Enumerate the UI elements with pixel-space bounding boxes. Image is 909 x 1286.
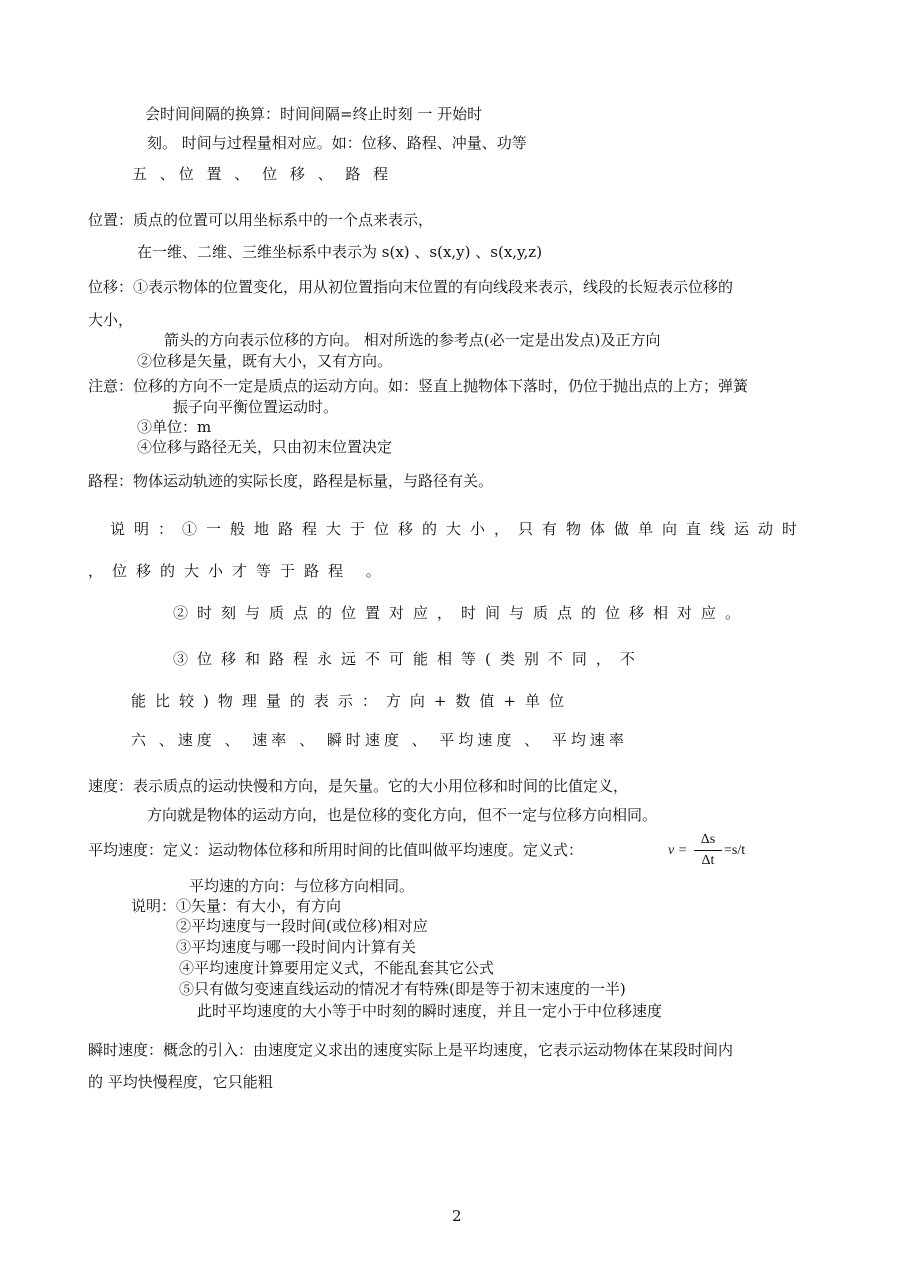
line-25: 说明：①矢量：有大小，有方向 [131,897,342,915]
line-27: ③平均速度与哪一段时间内计算有关 [176,938,417,956]
line-26: ②平均速度与一段时间(或位移)相对应 [176,917,428,935]
line-14: 路程：物体运动轨迹的实际长度，路程是标量，与路径有关。 [88,472,494,490]
line-21: 速度：表示质点的运动快慢和方向，是矢量。它的大小用位移和时间的比值定义， [88,777,629,795]
formula-rhs: =s/t [724,843,746,858]
line-9: ②位移是矢量，既有大小，又有方向。 [137,352,393,370]
line-19: 能比较)物理量的表示：方向+数值+单位 [131,692,573,710]
fraction-bar [694,850,722,851]
average-velocity-formula [668,832,758,874]
line-29: ⑤只有做匀变速直线运动的情况才有特殊(即是等于初末速度的一半) [179,980,626,998]
formula-numerator: Δs [700,832,716,847]
line-4: 位置：质点的位置可以用坐标系中的一个点来表示， [88,211,434,229]
line-17: ②时刻与质点的位置对应，时间与质点的位移相对应。 [173,604,750,622]
line-28: ④平均速度计算要用定义式，不能乱套其它公式 [179,959,495,977]
line-6: 位移：①表示物体的位置变化，用从初位置指向末位置的有向线段来表示，线段的长短表示位移的 [88,278,734,296]
line-18: ③位移和路程永远不可能相等(类别不同，不 [173,650,644,668]
line-32: 的 平均快慢程度，它只能粗 [88,1073,273,1091]
line-12: ③单位：m [137,418,212,436]
line-2: 刻。 时间与过程量相对应。如：位移、路程、冲量、功等 [147,134,527,152]
line-23: 平均速度：定义：运动物体位移和所用时间的比值叫做平均速度。定义式： [88,841,584,859]
line-1: 会时间间隔的换算：时间间隔=终止时刻 一 开始时 [145,105,483,123]
formula-denominator: Δt [701,853,715,868]
line-24: 平均速的方向：与位移方向相同。 [189,877,415,895]
line-16: ，位移的大小才等于路程 。 [88,562,390,580]
formula-lhs: v = [668,843,688,858]
line-13: ④位移与路径无关，只由初末位置决定 [137,438,393,456]
line-30: 此时平均速度的大小等于中时刻的瞬时速度，并且一定小于中位移速度 [197,1002,663,1020]
line-10: 注意：位移的方向不一定是质点的运动方向。如：竖直上抛物体下落时，仍位于抛出点的上方；弹簧 [88,377,749,395]
line-31: 瞬时速度：概念的引入：由速度定义求出的速度实际上是平均速度，它表示运动物体在某段时间内 [88,1041,734,1059]
section-heading-5: 五 、位 置 、 位 移 、 路 程 [132,165,393,183]
line-5: 在一维、二维、三维坐标系中表示为 s(x) 、s(x,y) 、s(x,y,z) [137,243,543,261]
page-number: 2 [452,1207,462,1225]
line-22: 方向就是物体的运动方向，也是位移的变化方向，但不一定与位移方向相同。 [147,806,658,824]
line-8: 箭头的方向表示位移的方向。 相对所选的参考点(必一定是出发点)及正方向 [164,331,661,349]
line-15: 说明：①一般地路程大于位移的大小，只有物体做单向直线运动时 [110,520,807,538]
section-heading-6: 六 、速度 、 速率 、 瞬时速度 、 平均速度 、 平均速率 [131,731,628,749]
line-11: 振子向平衡位置运动时。 [173,398,339,416]
line-7: 大小， [88,311,134,329]
